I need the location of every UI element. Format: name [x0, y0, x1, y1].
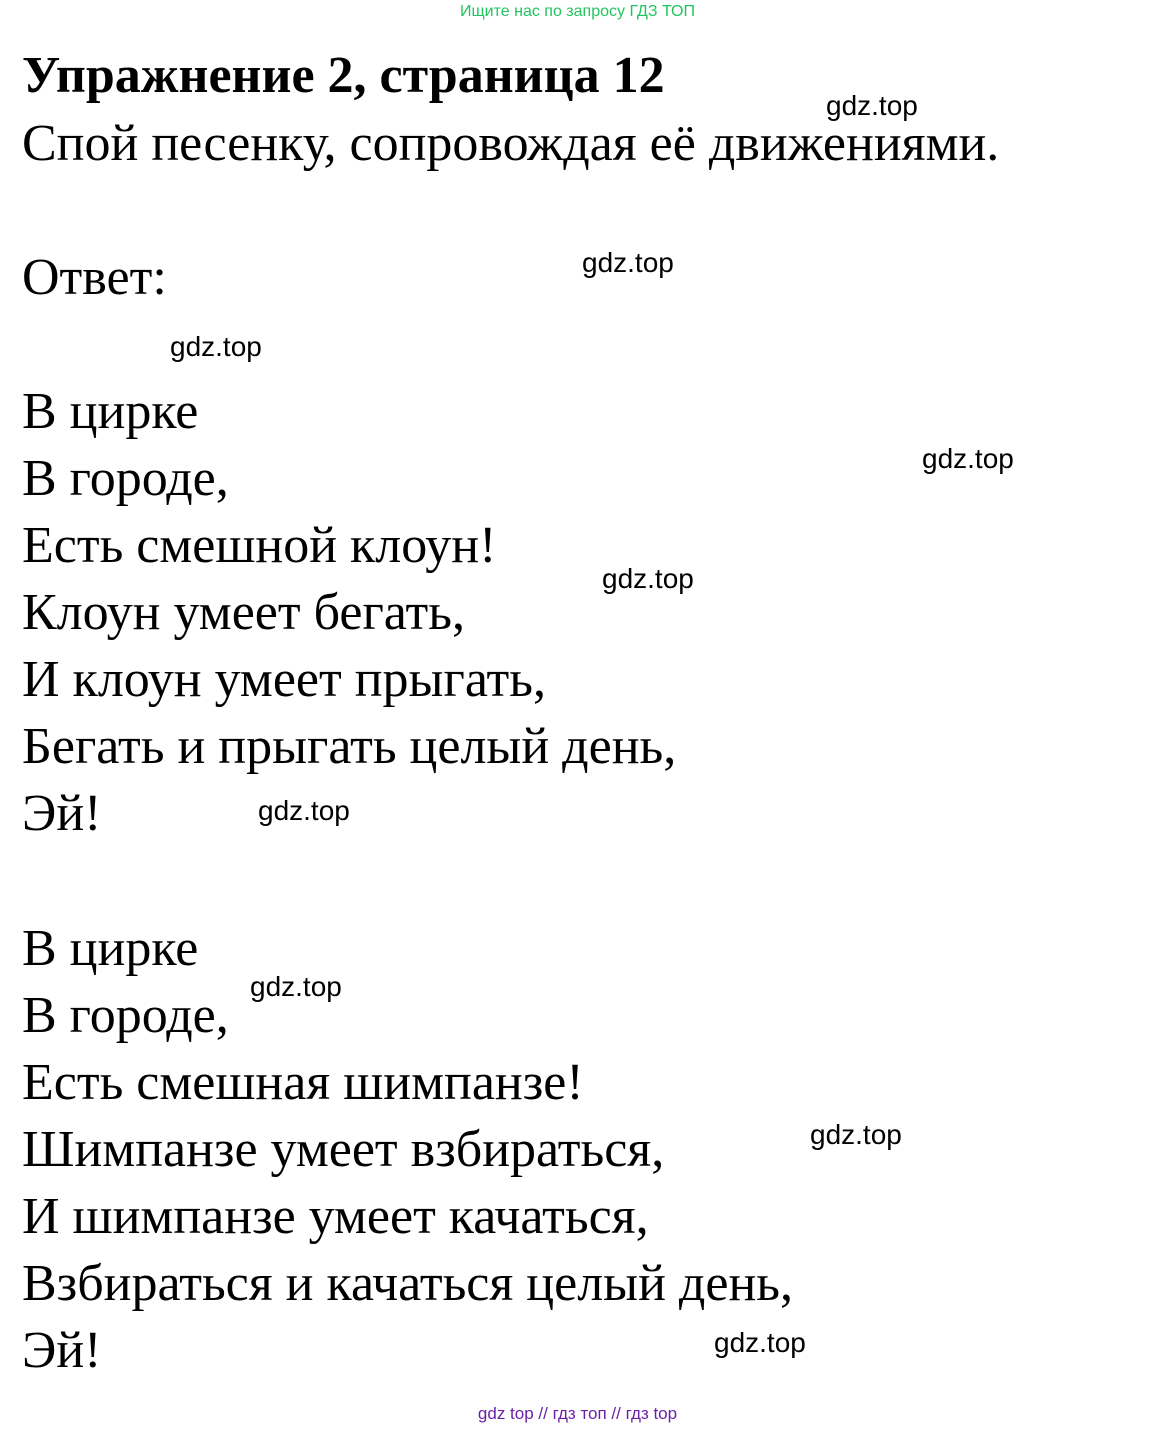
- top-banner: Ищите нас по запросу ГДЗ ТОП: [460, 3, 695, 20]
- verse-line: В городе,: [22, 987, 229, 1044]
- verse-line: В цирке: [22, 920, 199, 977]
- stanza-2: [22, 915, 793, 1384]
- verse-line: В цирке: [22, 383, 199, 440]
- verse-line: Взбираться и качаться целый день,: [22, 1255, 794, 1312]
- verse-line: В городе,: [22, 450, 229, 507]
- exercise-title: Упражнение 2, страница 12: [22, 47, 665, 104]
- answer-label: Ответ:: [22, 249, 167, 306]
- verse-line: Эй!: [22, 785, 102, 842]
- watermark: gdz.top: [602, 563, 694, 594]
- verse-line: Эй!: [22, 1322, 102, 1379]
- stanza-1: [22, 378, 676, 847]
- footer-links: gdz top // гдз топ // гдз top: [477, 1404, 678, 1423]
- verse-line: Есть смешная шимпанзе!: [22, 1054, 584, 1111]
- watermark: gdz.top: [258, 795, 350, 826]
- verse-line: Клоун умеет бегать,: [22, 584, 465, 641]
- verse-line: Шимпанзе умеет взбираться,: [22, 1121, 665, 1178]
- task-text: Спой песенку, сопровождая её движениями.: [22, 115, 1000, 172]
- watermark: gdz.top: [922, 443, 1014, 474]
- watermark: gdz.top: [810, 1119, 902, 1150]
- watermark: gdz.top: [826, 90, 918, 121]
- watermark: gdz.top: [714, 1327, 806, 1358]
- watermark: gdz.top: [170, 331, 262, 362]
- watermark: gdz.top: [250, 971, 342, 1002]
- verse-line: И клоун умеет прыгать,: [22, 651, 546, 708]
- verse-line: Есть смешной клоун!: [22, 517, 497, 574]
- verse-line: Бегать и прыгать целый день,: [22, 718, 677, 775]
- watermark: gdz.top: [582, 247, 674, 278]
- verse-line: И шимпанзе умеет качаться,: [22, 1188, 649, 1245]
